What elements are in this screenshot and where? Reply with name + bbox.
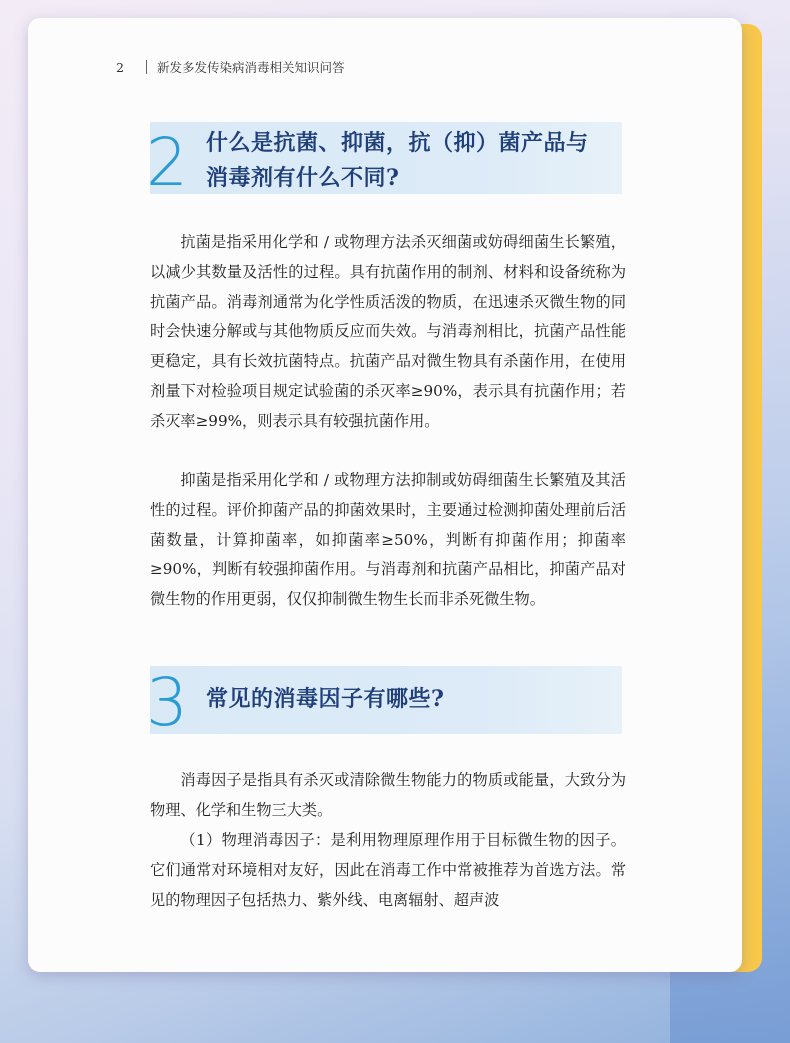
section-2-number: 2	[146, 124, 188, 201]
section-3-paragraph-2: （1）物理消毒因子：是利用物理原理作用于目标微生物的因子。它们通常对环境相对友好，因此在消毒工作中常被推荐为首选方法。常见的物理因子包括热力、紫外线、电离辐射、超声波	[150, 831, 626, 909]
header-divider	[146, 60, 147, 74]
page-number: 2	[116, 59, 124, 75]
section-3-number: 3	[146, 664, 188, 741]
running-header	[116, 58, 345, 76]
section-3-paragraph-1: 消毒因子是指具有杀灭或清除微生物能力的物质或能量，大致分为物理、化学和生物三大类。	[150, 771, 626, 819]
section-2-title-line2: 消毒剂有什么不同?	[206, 165, 400, 191]
section-3-title: 常见的消毒因子有哪些?	[206, 686, 445, 712]
book-page	[28, 18, 742, 972]
section-2-title-line1: 什么是抗菌、抑菌，抗（抑）菌产品与	[206, 130, 589, 156]
section-2-paragraph-2: 抑菌是指采用化学和 / 或物理方法抑制或妨碍细菌生长繁殖及其活性的过程。评价抑菌产品的抑菌效果时，主要通过检测抑菌处理前后活菌数量，计算抑菌率，如抑菌率≥50%，判断有抑菌作用；抑菌率≥90%，判断有较强抑菌作用。与消毒剂和抗菌产品相比，抑菌产品对微生物的作用更弱，仅仅抑制微生物生长而非杀死微生物。	[150, 471, 626, 609]
running-title: 新发多发传染病消毒相关知识问答	[157, 60, 345, 75]
section-2-paragraph-1: 抗菌是指采用化学和 / 或物理方法杀灭细菌或妨碍细菌生长繁殖，以减少其数量及活性的过程。具有抗菌作用的制剂、材料和设备统称为抗菌产品。消毒剂通常为化学性质活泼的物质，在迅速杀灭微生物的同时会快速分解或与其他物质反应而失效。与消毒剂相比，抗菌产品性能更稳定，具有长效抗菌特点。抗菌产品对微生物具有杀菌作用，在使用剂量下对检验项目规定试验菌的杀灭率≥90%，表示具有抗菌作用；若杀灭率≥99%，则表示具有较强抗菌作用。	[150, 233, 626, 430]
